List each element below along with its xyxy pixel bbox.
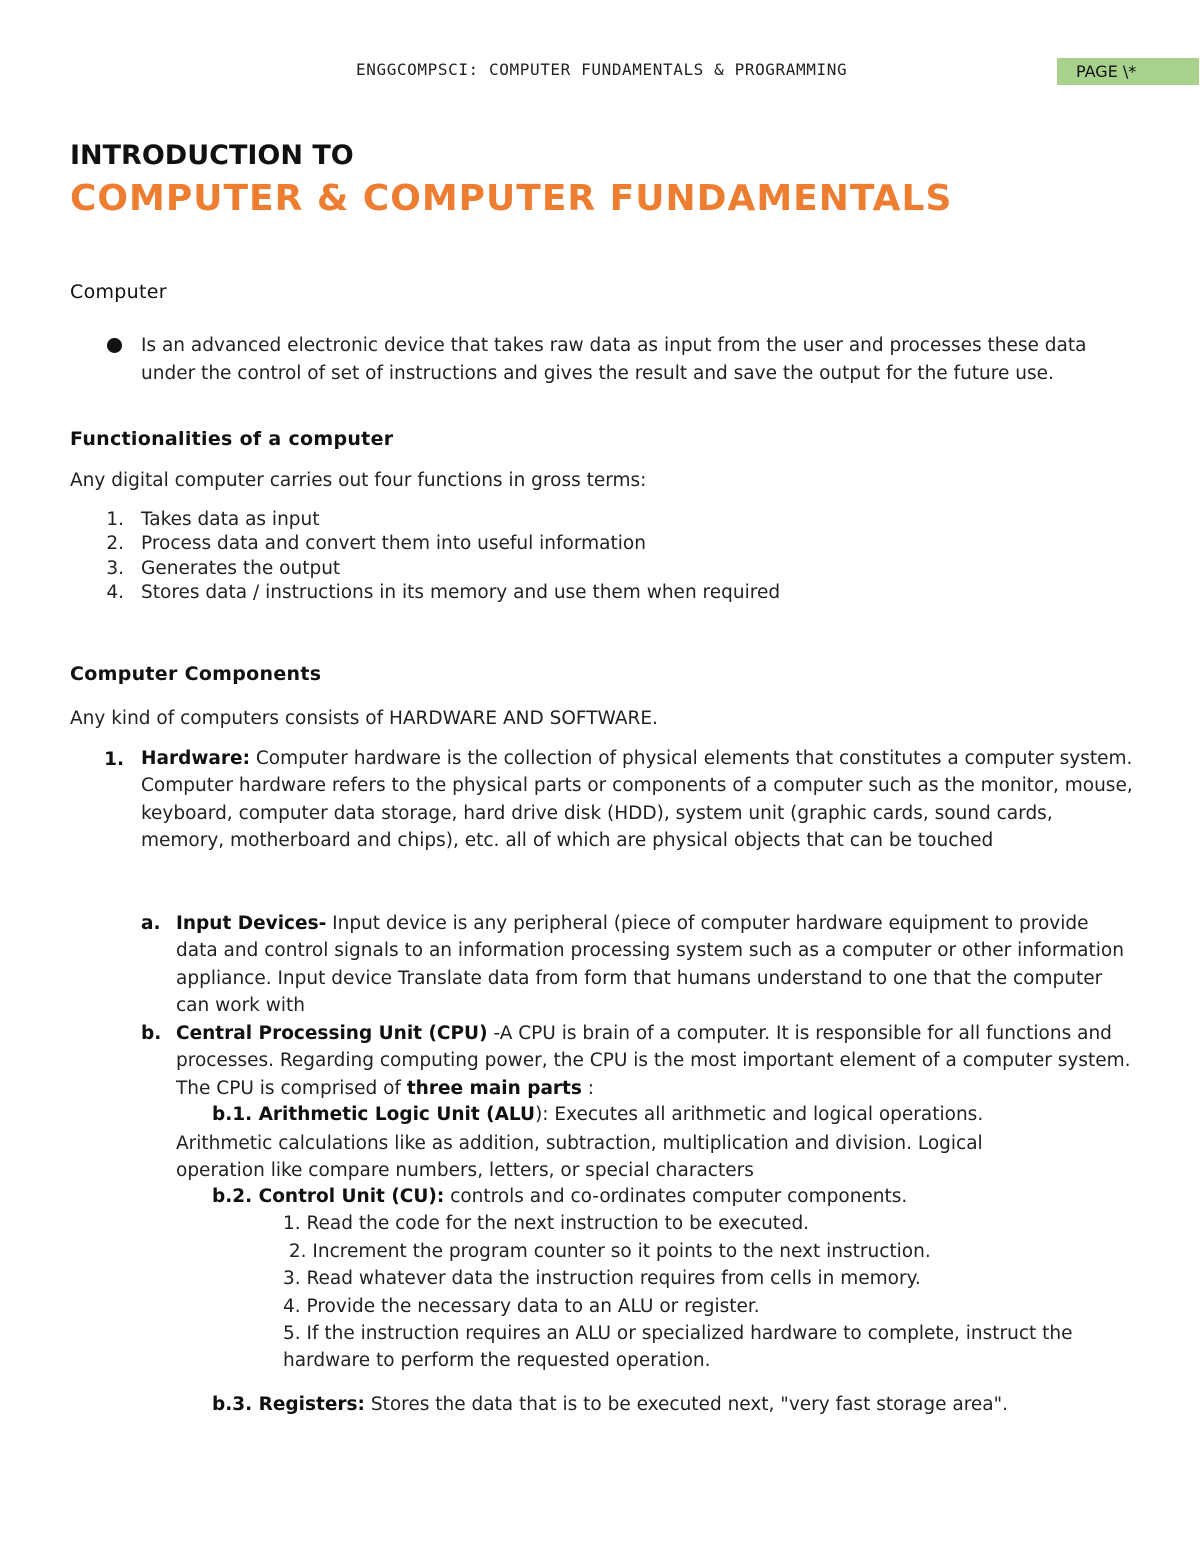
alu-line [212,1104,983,1125]
list-item: Takes data as input [141,509,320,530]
hardware-number: 1. [104,749,124,770]
bullet-icon [107,338,122,353]
cu-step: 2. Increment the program counter so it points to the next instruction. [283,1241,931,1262]
cpu-label: Central Processing Unit (CPU) [176,1023,488,1044]
cu-text: controls and co-ordinates computer components. [444,1186,908,1207]
course-header: ENGGCOMPSCI: COMPUTER FUNDAMENTALS & PROGRAMMING [356,60,848,79]
section-heading-computer: Computer [70,281,167,303]
cu-label: b.2. Control Unit (CU): [212,1186,445,1207]
components-intro: Any kind of computers consists of HARDWARE AND SOFTWARE. [70,708,658,729]
functionalities-intro: Any digital computer carries out four functions in gross terms: [70,470,647,491]
input-devices-text: Input device is any peripheral (piece of computer hardware equipment to provide data and control signals to an information processing system such as a computer or other information appliance. Input device Translate data from form that humans understand to one that the computer can work with [176,913,1124,1017]
list-item-number: 3. [106,558,124,579]
list-item: Stores data / instructions in its memory and use them when required [141,582,781,603]
cpu-letter: b. [141,1023,162,1044]
input-devices-letter: a. [141,913,161,934]
cu-step: hardware to perform the requested operation. [283,1350,711,1371]
computer-definition: Is an advanced electronic device that takes raw data as input from the user and processes these data under the control of set of instructions and gives the result and save the output for the future use. [141,335,1087,384]
list-item: Process data and convert them into useful information [141,533,646,554]
cu-line [212,1186,907,1207]
cu-step: 4. Provide the necessary data to an ALU or register. [283,1296,760,1317]
input-devices-label: Input Devices- [176,913,327,934]
alu-label: b.1. Arithmetic Logic Unit (ALU [212,1104,536,1125]
cpu-suffix: : [581,1077,595,1099]
section-heading-components: Computer Components [70,663,322,685]
cu-step: 3. Read whatever data the instruction requires from cells in memory. [283,1268,921,1289]
title-line-2: COMPUTER & COMPUTER FUNDAMENTALS [70,178,953,219]
list-item-number: 2. [106,533,124,554]
alu-text: : Executes all arithmetic and logical operations. [542,1104,984,1125]
cpu-text: -A CPU is brain of a computer. It is responsible for all functions and processes. Regarding computing power, the CPU is the most important element of a computer system. The CPU is comprised of [176,1023,1131,1099]
registers-text: Stores the data that is to be executed next, "very fast storage area". [364,1394,1009,1415]
hardware-label: Hardware: [141,748,250,769]
hardware-paragraph [141,745,1136,855]
cpu-paragraph [176,1020,1141,1102]
alu-close-paren: ) [535,1104,543,1125]
list-item: Generates the output [141,558,341,579]
list-item-number: 1. [106,509,124,530]
cu-step: 1. Read the code for the next instruction to be executed. [283,1213,810,1234]
cpu-emphasis: three main parts [406,1077,582,1099]
alu-description: Arithmetic calculations like as addition, subtraction, multiplication and division. Logical operation like compare numbers, letters, or special characters [176,1133,983,1182]
section-heading-functionalities: Functionalities of a computer [70,428,394,450]
registers-line [212,1394,1008,1415]
title-line-1: INTRODUCTION TO [70,140,354,171]
page-number-box: PAGE \* [1057,58,1199,85]
list-item-number: 4. [106,582,124,603]
registers-label: b.3. Registers: [212,1394,365,1415]
cu-step: 5. If the instruction requires an ALU or specialized hardware to complete, instruct the [283,1323,1073,1344]
hardware-text: Computer hardware is the collection of physical elements that constitutes a computer system. Computer hardware refers to the physical parts or components of a computer such as the monitor, mouse, keyboard, computer data storage, hard drive disk (HDD), system unit (graphic cards, sound cards, memory, motherboard and chips), etc. all of which are physical objects that can be touched [141,748,1133,852]
input-devices-paragraph [176,910,1131,1020]
